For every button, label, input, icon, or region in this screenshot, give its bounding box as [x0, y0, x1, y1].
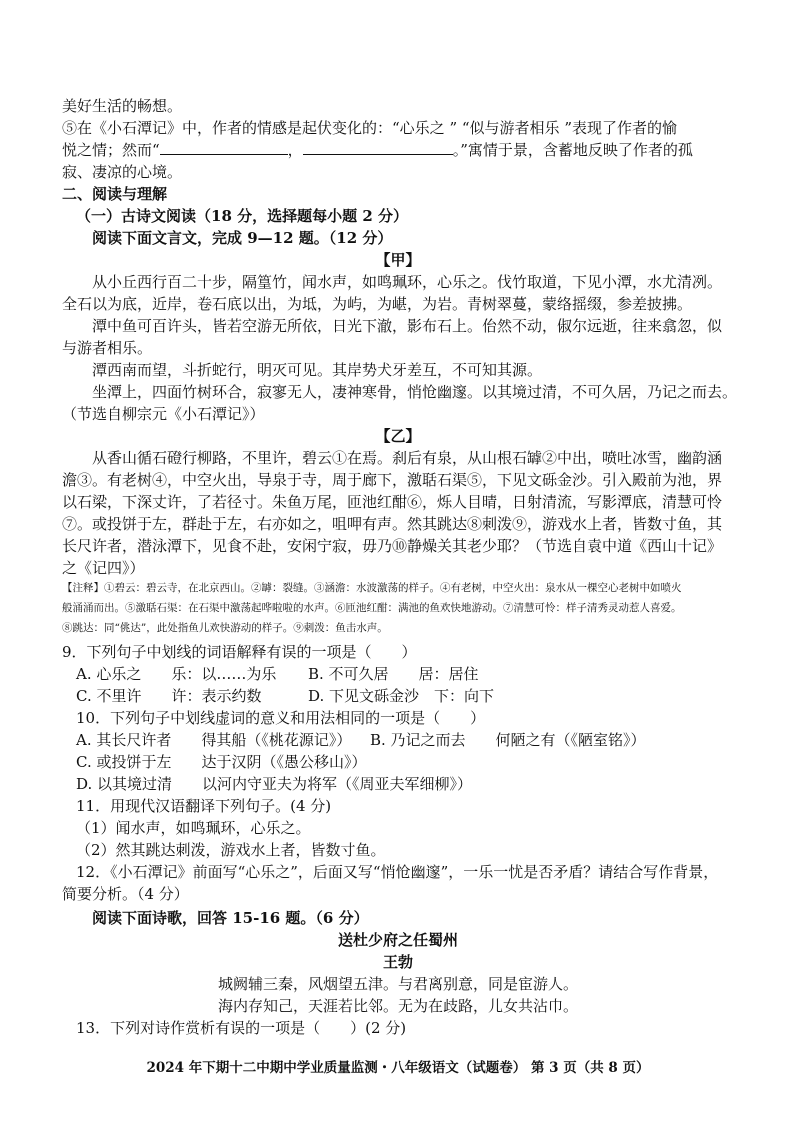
option-a[interactable]: A. 心乐之 乐：以……为乐	[76, 665, 277, 683]
passage-yi-text: 以石梁，下深丈许，了若径寸。朱鱼万尾，匝池红酣⑥，烁人目晴，日射清流，写影潭底，清慧可怜	[62, 493, 723, 511]
answer-blank-1[interactable]	[160, 140, 288, 155]
passage-yi-text: 澹③。有老树④，中空火出，导泉于寺，周于廊下，激聒石渠⑤，下见文砾金沙。引入殿前为池，界	[62, 471, 723, 489]
question-9-stem: 9．下列句子中划线的词语解释有误的一项是（ ）	[62, 643, 417, 661]
poem-title: 送杜少府之任蜀州	[337, 931, 458, 949]
option-c[interactable]: C. 不里许 许：表示约数	[76, 687, 262, 705]
poem-instruction: 阅读下面诗歌，回答 15-16 题。（6 分）	[92, 909, 369, 927]
passage-jia-text: 坐潭上，四面竹树环合，寂寥无人，凄神寒骨，悄怆幽邃。以其境过清，不可久居，乃记之而去。	[92, 383, 738, 401]
option-b[interactable]: B. 不可久居 居：居住	[308, 665, 479, 683]
reading-instruction: 阅读下面文言文，完成 9—12 题。（12 分）	[92, 229, 393, 247]
question-5-end: 寂、凄凉的心境。	[62, 163, 183, 181]
question-5-blanks: 悦之情；然而“ ， 。”寓情于景，含蓄地反映了作者的孤	[62, 141, 693, 159]
passage-yi-text: 之《记四》）	[62, 559, 145, 577]
annotation-line: 般涌涌而出。⑤激聒石渠：在石渠中激荡起哗啦啦的水声。⑥匝池红酣：满池的鱼欢快地游动。⑦清慧可怜：样子清秀灵动惹人喜爱。	[62, 602, 682, 614]
subsection-title: （一）古诗文阅读（18 分，选择题每小题 2 分）	[76, 207, 408, 225]
passage-yi-text: 长尺许者，潜泳潭下，见食不赴，安闲宁寂，毋乃⑩静燥关其老少耶？（节选自袁中道《西山十记》	[62, 537, 723, 555]
answer-blank-2[interactable]	[303, 140, 453, 155]
passage-jia-source: （节选自柳宗元《小石潭记》）	[62, 405, 265, 423]
intro-line: 美好生活的畅想。	[62, 97, 183, 115]
poem-author: 王勃	[382, 953, 413, 971]
annotation-line: ⑧跳达：同“佻达”，此处指鱼儿欢快游动的样子。⑨刺泼：鱼击水声。	[62, 622, 388, 634]
question-12-stem: 12．《小石潭记》前面写“心乐之”，后面又写“悄怆幽邃”，一乐一忧是否矛盾？请结合写作背景，	[76, 863, 719, 881]
passage-jia-text: 与游者相乐。	[62, 339, 153, 357]
passage-jia-text: 全石以为底，近岸，卷石底以出，为坻，为屿，为嵁，为岩。青树翠蔓，蒙络摇缀，参差披拂。	[62, 295, 693, 313]
option-d[interactable]: D. 下见文砾金沙 下：向下	[308, 687, 495, 705]
question-10-option-d[interactable]: D. 以其境过清 以河内守亚夫为将军（《周亚夫军细柳》）	[76, 775, 473, 793]
passage-jia-text: 从小丘西行百二十步，隔篁竹，闻水声，如鸣珮环，心乐之。伐竹取道，下见小潭，水尤清冽。	[92, 273, 723, 291]
option-a[interactable]: A. 其长尺许者 得其船（《桃花源记》）	[76, 731, 352, 749]
passage-yi-text: ⑦。或投饼于左，群赴于左，右亦如之，咀呷有声。然其跳达⑧刺泼⑨，游戏水上者，皆数寸鱼，其	[62, 515, 723, 533]
page-footer: 2024 年下期十二中期中学业质量监测・八年级语文（试题卷） 第 3 页（共 8 页）	[146, 1060, 650, 1076]
poem-line: 城阙辅三秦，风烟望五津。与君离别意，同是宦游人。	[217, 975, 578, 993]
question-11-sentence: （1）闻水声，如鸣珮环，心乐之。	[76, 819, 311, 837]
question-5-line: ⑤在《小石潭记》中，作者的情感是起伏变化的：“心乐之 ” “似与游者相乐 ”表现了作者的愉	[62, 119, 677, 137]
passage-jia-text: 潭西南而望，斗折蛇行，明灭可见。其岸势犬牙差互，不可知其源。	[92, 361, 543, 379]
passage-jia-label: 【甲】	[375, 251, 421, 269]
question-12-stem: 简要分析。（4 分）	[62, 885, 189, 903]
passage-yi-text: 从香山循石磴行柳路，不里许，碧云①在焉。刹后有泉，从山根石罅②中出，喷吐冰雪，幽韵涵	[92, 449, 723, 467]
option-b[interactable]: B. 乃记之而去 何陋之有（《陋室铭》）	[370, 731, 646, 749]
poem-line: 海内存知己，天涯若比邻。无为在歧路，儿女共沾巾。	[217, 997, 578, 1015]
question-13-stem: 13．下列对诗作赏析有误的一项是（ ）(2 分)	[76, 1019, 407, 1037]
section-title: 二、阅读与理解	[62, 185, 168, 203]
question-11-stem: 11．用现代汉语翻译下列句子。(4 分)	[76, 797, 332, 815]
question-11-sentence: （2）然其跳达刺泼，游戏水上者，皆数寸鱼。	[76, 841, 386, 859]
question-10-stem: 10．下列句子中划线虚词的意义和用法相同的一项是（ ）	[76, 709, 486, 727]
passage-jia-text: 潭中鱼可百许头，皆若空游无所依，日光下澈，影布石上。佁然不动，俶尔远逝，往来翕忽，似	[92, 317, 723, 335]
annotation-line: 【注释】①碧云：碧云寺，在北京西山。②罅：裂缝。③涵澹：水波激荡的样子。④有老树，中空火出：泉水从一棵空心老树中如喷火	[62, 582, 682, 594]
question-10-option-c[interactable]: C. 或投饼于左 达于汉阴（《愚公移山》）	[76, 753, 367, 771]
passage-yi-label: 【乙】	[375, 427, 421, 445]
